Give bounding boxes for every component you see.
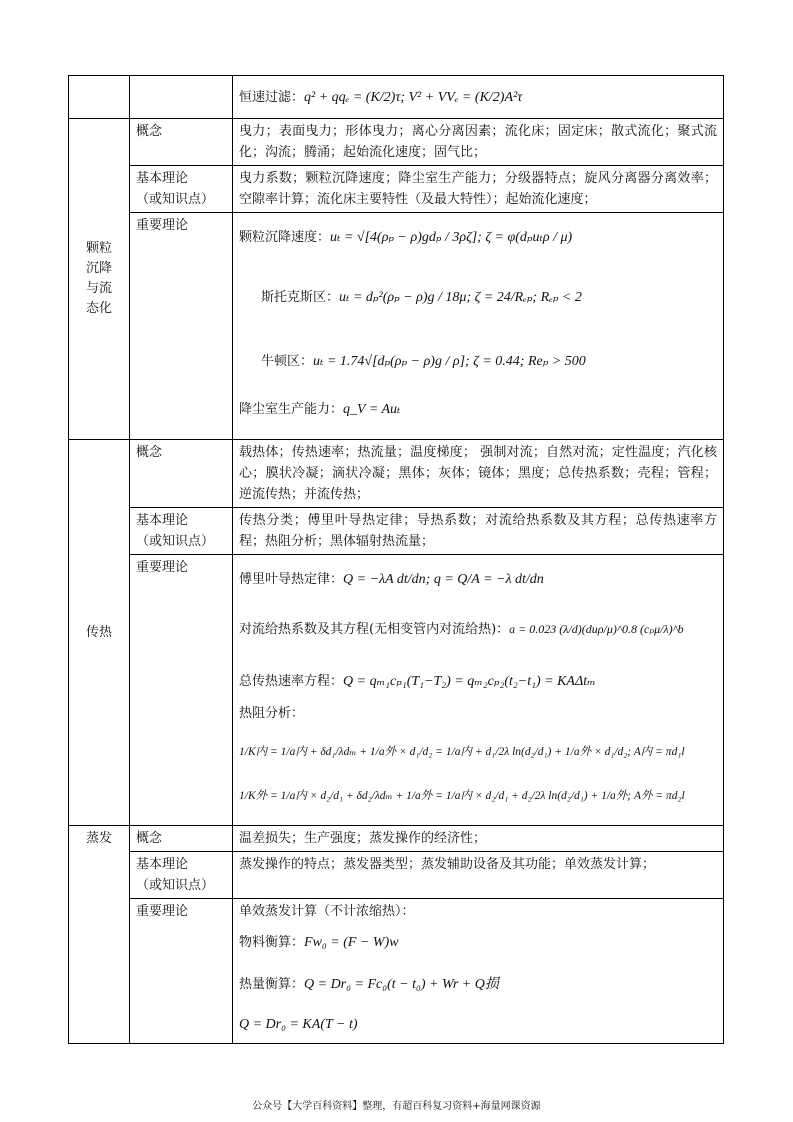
table-row bbox=[69, 119, 724, 166]
table-row bbox=[69, 508, 724, 555]
table-row bbox=[69, 852, 724, 899]
table-row bbox=[69, 213, 724, 440]
important-formulas bbox=[233, 555, 724, 826]
table-row bbox=[69, 826, 724, 852]
formula-line: 降尘室生产能力：q_V = Auₜ bbox=[239, 402, 401, 417]
formula-line: 牛顿区：uₜ = 1.74√[dₚ(ρₚ − ρ)g / ρ]; ζ = 0.44; Reₚ > 500 bbox=[261, 354, 586, 369]
row-label-concept: 概念 bbox=[130, 440, 233, 508]
row-label-concept: 概念 bbox=[130, 826, 233, 852]
concept-text: 载热体；传热速率；热流量；温度梯度； 强制对流；自然对流；定性温度；汽化核心；膜状冷凝；滴状冷凝；黑体；灰体；镜体；黑度；总传热系数；壳程；管程；逆流传热；并流传热； bbox=[233, 440, 724, 508]
important-formulas bbox=[233, 899, 724, 1044]
table-row bbox=[69, 555, 724, 826]
formula-line: 对流给热系数及其方程(无相变管内对流给热)：a = 0.023 (λ/d)(duρ/μ)^0.8 (cₚμ/λ)^b bbox=[239, 622, 684, 637]
formula-line: 颗粒沉降速度：uₜ = √[4(ρₚ − ρ)gdₚ / 3ρζ]; ζ = φ(dₚuₜρ / μ) bbox=[239, 230, 573, 245]
section-title: 颗粒沉降与流态化 bbox=[69, 119, 130, 440]
formula-line: 斯托克斯区：uₜ = dₚ²(ρₚ − ρ)g / 18μ; ζ = 24/Rₑₚ; Rₑₚ < 2 bbox=[261, 290, 582, 305]
table-row bbox=[69, 899, 724, 1044]
row-label-basic: 基本理论 （或知识点） bbox=[130, 852, 233, 899]
footer-note: 公众号【大学百科资料】整理，有超百科复习资料+海量网课资源 bbox=[252, 1101, 541, 1112]
formula-line: 傅里叶导热定律：Q = −λA dt/dn; q = Q/A = −λ dt/dn bbox=[239, 572, 544, 587]
row-label-concept: 概念 bbox=[130, 119, 233, 166]
formula-line: 热量衡算：Q = Dr₀ = Fc₀(t − t₀) + Wr + Q损 bbox=[239, 977, 499, 992]
formula-line: 热阻分析： bbox=[239, 706, 305, 721]
table-row bbox=[69, 76, 724, 119]
row-label-basic: 基本理论 （或知识点） bbox=[130, 508, 233, 555]
row-label-important: 重要理论 bbox=[130, 555, 233, 826]
table-row bbox=[69, 166, 724, 213]
formula: q² + qqₑ = (K/2)τ; V² + VVₑ = (K/2)A²τ bbox=[304, 89, 523, 105]
formula-line: 1/K外 = 1/a内 × d₂/d₁ + δd₂/λdₘ + 1/a外 = 1/a内 × d₂/d₁ + d₂/2λ ln(d₂/d₁) + 1/a外; A外 = πd₂l bbox=[239, 790, 685, 802]
formula-label: 恒速过滤： bbox=[239, 89, 305, 105]
formula-line: 1/K内 = 1/a内 + δd₁/λdₘ + 1/a外 × d₁/d₂ = 1/a内 + d₁/2λ ln(d₂/d₁) + 1/a外 × d₁/d₂; A内 = πd₁l bbox=[239, 746, 685, 758]
formula-line: 单效蒸发计算（不计浓缩热）： bbox=[239, 904, 415, 919]
important-formulas bbox=[233, 213, 724, 440]
basic-text: 传热分类；傅里叶导热定律；导热系数；对流给热系数及其方程；总传热速率方程；热阻分析；黑体辐射热流量； bbox=[233, 508, 724, 555]
concept-text: 曳力；表面曳力；形体曳力；离心分离因素；流化床；固定床；散式流化；聚式流化；沟流；腾涌；起始流化速度；固气比； bbox=[233, 119, 724, 166]
basic-text: 曳力系数；颗粒沉降速度；降尘室生产能力；分级器特点；旋风分离器分离效率；空隙率计算；流化床主要特性（及最大特性）；起始流化速度； bbox=[233, 166, 724, 213]
section-title: 传热 bbox=[69, 440, 130, 826]
formula-line: Q = Dr₀ = KA(T − t) bbox=[239, 1017, 358, 1032]
concept-text: 温差损失；生产强度；蒸发操作的经济性； bbox=[233, 826, 724, 852]
basic-text: 蒸发操作的特点；蒸发器类型；蒸发辅助设备及其功能；单效蒸发计算； bbox=[233, 852, 724, 899]
row-label-important: 重要理论 bbox=[130, 899, 233, 1044]
formula-line: 总传热速率方程：Q = qₘ₁cₚ₁(T₁−T₂) = qₘ₂cₚ₂(t₂−t₁) = KAΔtₘ bbox=[239, 674, 596, 689]
knowledge-table bbox=[68, 75, 724, 1044]
section-title: 蒸发 bbox=[69, 826, 130, 1044]
table-row bbox=[69, 440, 724, 508]
row-label-important: 重要理论 bbox=[130, 213, 233, 440]
formula-line: 物料衡算：Fw₀ = (F − W)w bbox=[239, 935, 399, 950]
row-label-basic: 基本理论 （或知识点） bbox=[130, 166, 233, 213]
